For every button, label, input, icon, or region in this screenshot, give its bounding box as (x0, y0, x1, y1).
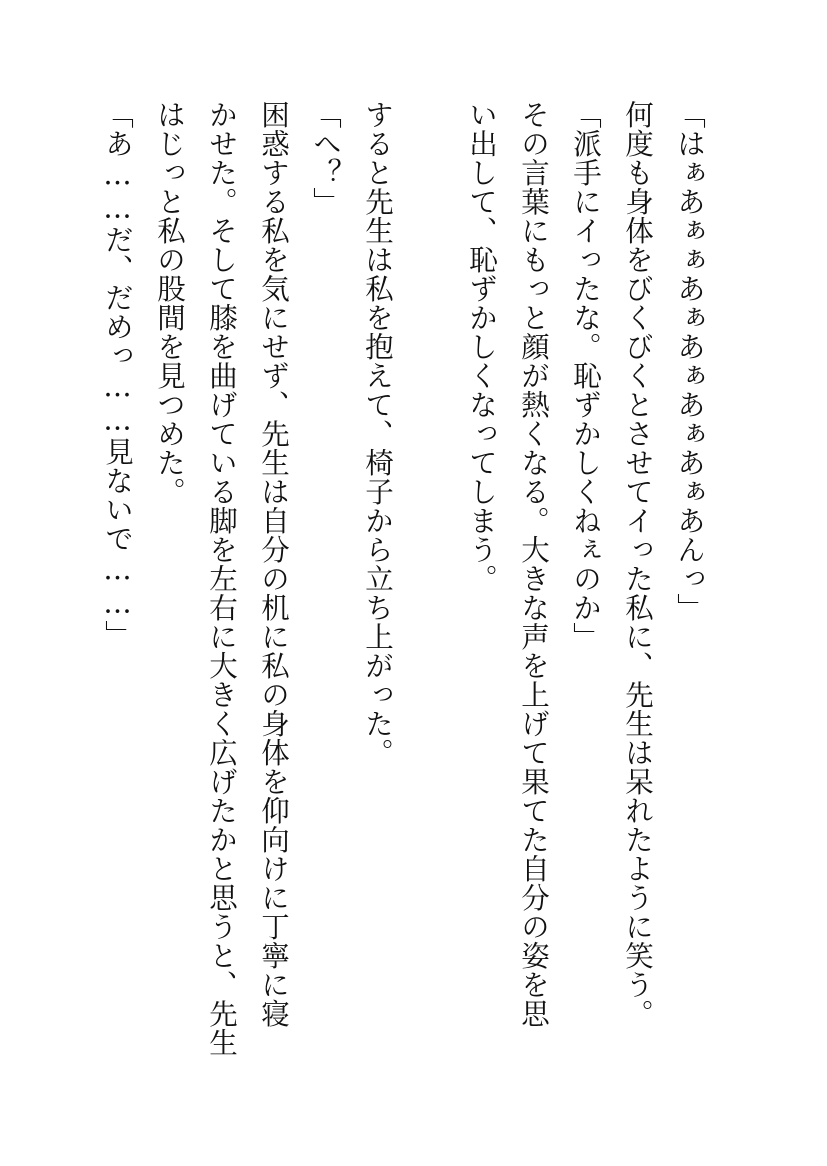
text-line: 「へ？」 (309, 100, 342, 216)
text-line: 何度も身体をびくびくとさせてイった私に、先生は呆れたように笑う。 (621, 100, 654, 1028)
text-line: 「はぁあぁぁあぁあぁあぁあぁあんっ」 (673, 100, 706, 622)
text-line: 困惑する私を気にせず、先生は自分の机に私の身体を仰向けに丁寧に寝 (257, 100, 290, 1028)
text-line: その言葉にもっと顔が熱くなる。大きな声を上げて果てた自分の姿を思 (517, 100, 550, 1028)
text-line: 「あ……だ、だめっ……見ないで……」 (101, 100, 134, 649)
text-line: 「派手にイったな。恥ずかしくねぇのか」 (569, 100, 602, 651)
text-line: はじっと私の股間を見つめた。 (153, 100, 186, 506)
vertical-text-body (91, 100, 715, 1080)
text-line: かせた。そして膝を曲げている脚を左右に大きく広げたかと思うと、先生 (205, 100, 238, 1057)
blank-line (403, 100, 455, 1080)
text-line: すると先生は私を抱えて、椅子から立ち上がった。 (361, 100, 394, 767)
text-line: い出して、恥ずかしくなってしまう。 (465, 100, 498, 593)
